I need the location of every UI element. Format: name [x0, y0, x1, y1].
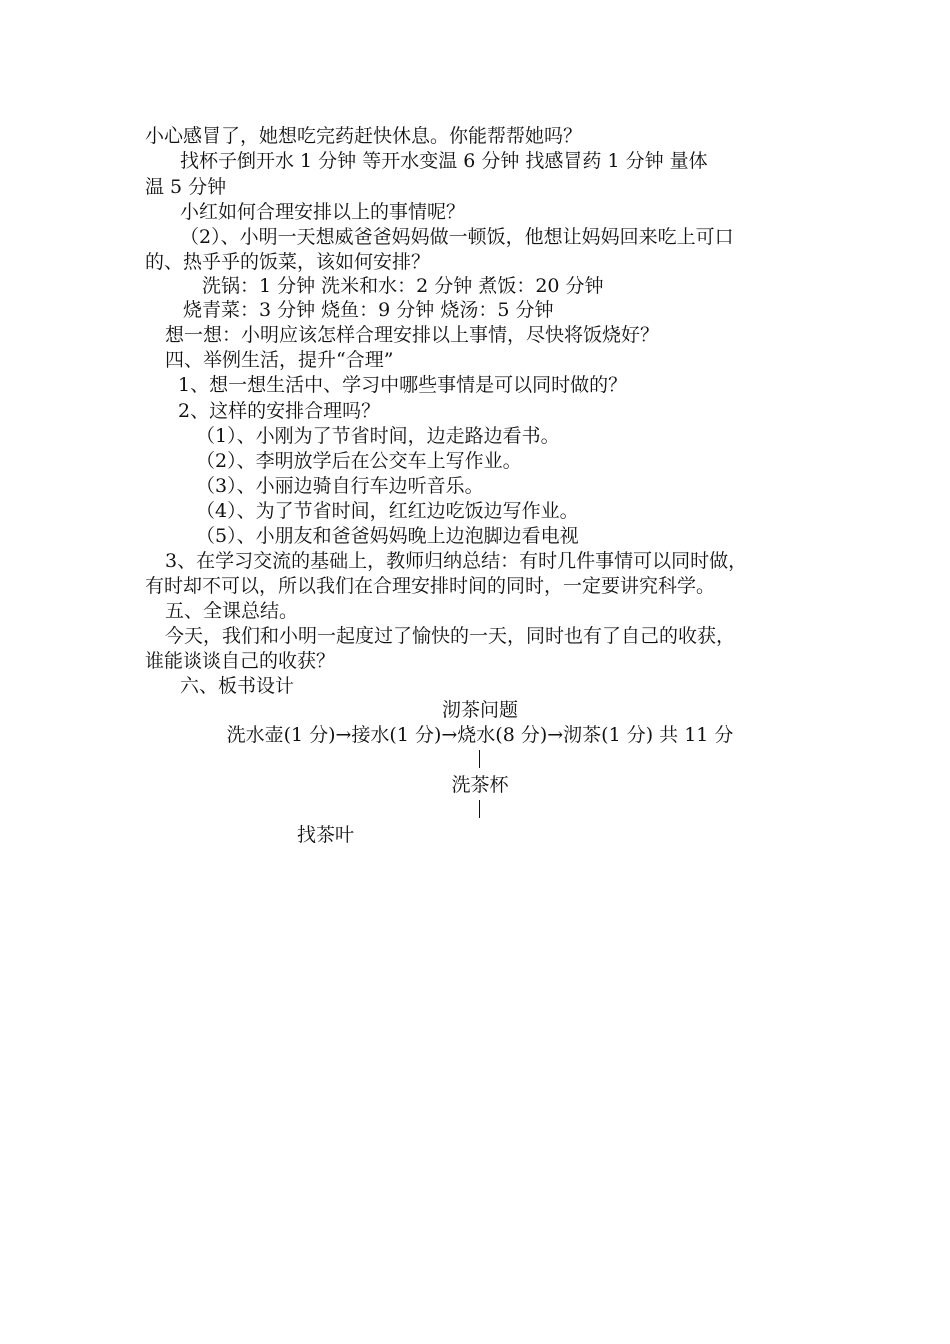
paragraph-line-1: 小心感冒了，她想吃完药赶快休息。你能帮帮她吗？	[145, 125, 583, 147]
board-connector-2	[479, 800, 480, 818]
list-item-4: （4）、为了节省时间，红红边吃饭边写作业。	[196, 500, 579, 522]
paragraph-line-21: 今天，我们和小明一起度过了愉快的一天，同时也有了自己的收获，	[165, 625, 736, 647]
paragraph-line-19: 有时却不可以，所以我们在合理安排时间的同时，一定要讲究科学。	[145, 575, 716, 597]
paragraph-line-18: 3、在学习交流的基础上，教师归纳总结：有时几件事情可以同时做，	[165, 550, 748, 572]
paragraph-line-2: 找杯子倒开水 1 分钟 等开水变温 6 分钟 找感冒药 1 分钟 量体	[180, 150, 708, 172]
paragraph-line-22: 谁能谈谈自己的收获？	[145, 650, 336, 672]
section-heading-6: 六、板书设计	[180, 675, 295, 697]
paragraph-line-9: 想一想：小明应该怎样合理安排以上事情，尽快将饭烧好？	[165, 324, 660, 346]
paragraph-line-8: 烧青菜：3 分钟 烧鱼：9 分钟 烧汤：5 分钟	[183, 299, 554, 321]
paragraph-line-3: 温 5 分钟	[145, 176, 227, 198]
list-item-2: （2）、李明放学后在公交车上写作业。	[196, 450, 522, 472]
list-item-1: （1）、小刚为了节省时间，边走路边看书。	[196, 425, 560, 447]
paragraph-line-4: 小红如何合理安排以上的事情呢？	[180, 201, 466, 223]
section-heading-4: 四、举例生活，提升“合理”	[165, 349, 394, 371]
paragraph-line-7: 洗锅：1 分钟 洗米和水：2 分钟 煮饭：20 分钟	[202, 275, 604, 297]
paragraph-line-6: 的、热乎乎的饭菜，该如何安排？	[145, 251, 431, 273]
paragraph-line-5: （2）、小明一天想威爸爸妈妈做一顿饭，他想让妈妈回来吃上可口	[180, 226, 734, 248]
section-heading-5: 五、全课总结。	[165, 600, 299, 622]
paragraph-line-12: 2、这样的安排合理吗？	[178, 400, 381, 422]
board-flow: 洗水壶(1 分)→接水(1 分)→烧水(8 分)→沏茶(1 分) 共 11 分	[226, 724, 734, 746]
board-title: 沏茶问题	[441, 699, 518, 721]
board-connector-1	[479, 750, 480, 768]
board-branch-1: 洗茶杯	[451, 774, 509, 796]
list-item-3: （3）、小丽边骑自行车边听音乐。	[196, 475, 484, 497]
board-branch-2: 找茶叶	[297, 824, 355, 846]
paragraph-line-11: 1、想一想生活中、学习中哪些事情是可以同时做的？	[178, 374, 628, 396]
list-item-5: （5）、小朋友和爸爸妈妈晚上边泡脚边看电视	[196, 525, 579, 547]
